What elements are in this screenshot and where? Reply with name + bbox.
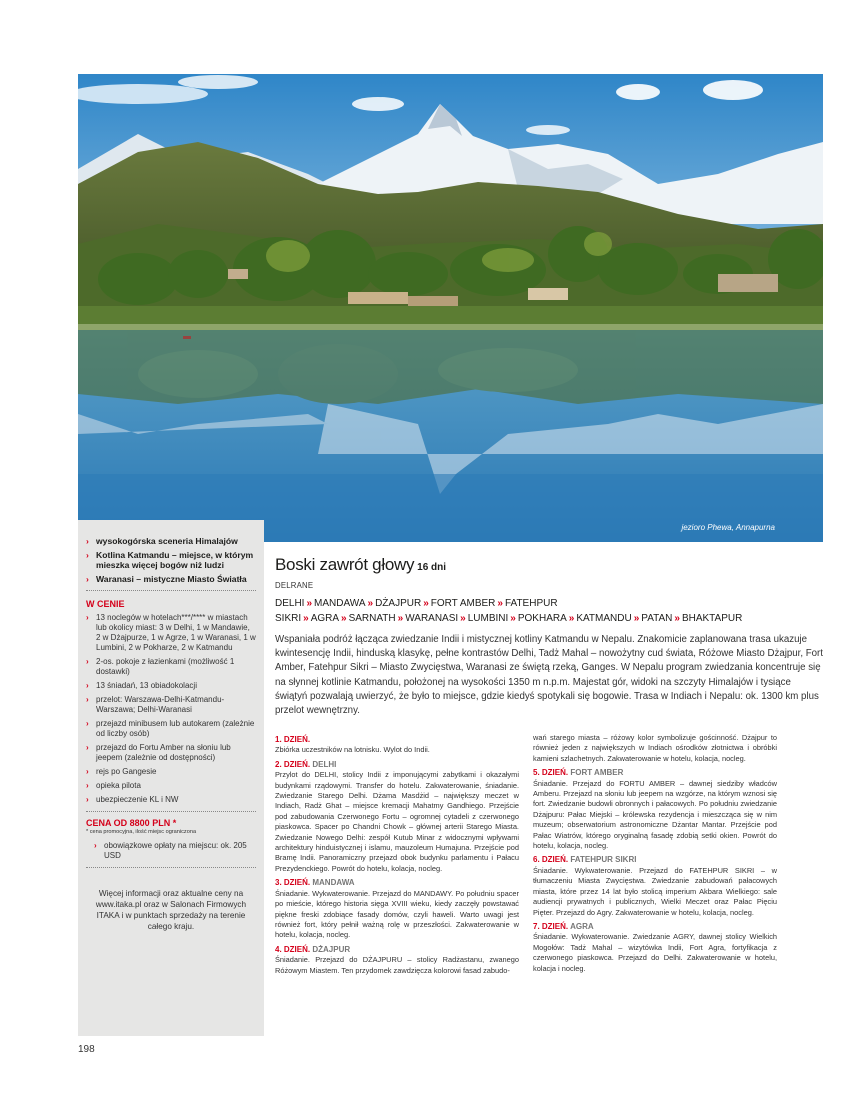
route-separator-icon: » xyxy=(367,598,374,609)
divider xyxy=(86,811,256,812)
included-item: › opieka pilota xyxy=(86,781,141,790)
route-stop: PATAN xyxy=(641,613,673,624)
itinerary-day: 6. DZIEŃ. FATEHPUR SIKRI Śniadanie. Wykwaterowanie. Przejazd do FATEHPUR SIKRI – w tłumaczeniu Miasta Zwycięstwa. Zwiedzanie zabudowań pałacowych miasta, które przez 14 lat było stolicą imperium Akbara Wielkiego: sale audiencji prywatnych i publicznych, Wielki Meczet oraz Pałac Pięciu Pięter. Przejazd do Agry. Zakwaterowanie w hotelu, kolacja, nocleg. xyxy=(533,855,777,917)
route-separator-icon: » xyxy=(397,613,404,624)
highlights-list xyxy=(78,520,264,584)
route-separator-icon: » xyxy=(633,613,640,624)
tour-title: Boski zawrót głowy 16 dni xyxy=(275,555,447,574)
route-separator-icon: » xyxy=(674,613,680,624)
route-separator-icon: » xyxy=(306,598,313,609)
route-separator-icon: » xyxy=(460,613,466,624)
in-price-heading: W CENIE xyxy=(86,599,125,609)
itinerary-day: 5. DZIEŃ. FORT AMBER Śniadanie. Przejazd do FORTU AMBER – dawnej siedziby władców Amberu. Przejazd na słoniu lub jeepem na wzgórze, na którym wznosi się fort. Zwiedzanie budowli obronnych i pałacowych. Po południu zwiedzanie Dżajpuru: Pałac Miejski – królewska rezydencja i mieszcząca się w nim muzeum; obserwatorium astronomiczne Dżantar Mantar. Przejście pod Pałac Wiatrów, którego oryginalną fasadę zdobią setki okien. Powrót do hotelu, kolacja, nocleg. xyxy=(533,768,777,851)
route-stop: MANDAWA xyxy=(314,598,366,609)
more-info-text: Więcej informacji oraz aktualne ceny na www.itaka.pl oraz w Salonach Firmowych ITAKA i w punktach sprzedaży na terenie całego kraju. xyxy=(95,889,247,931)
chevron-right-icon: › xyxy=(86,681,89,690)
included-item: › 13 śniadań, 13 obiadokolacji xyxy=(86,681,197,690)
route-separator-icon: » xyxy=(423,598,429,609)
chevron-right-icon: › xyxy=(86,695,89,704)
chevron-right-icon: › xyxy=(86,573,89,584)
page-number: 198 xyxy=(78,1044,95,1055)
itinerary-day: 2. DZIEŃ. DELHI Przylot do DELHI, stolicy Indii z imponującymi zabytkami i okazałymi budynkami rządowymi. Transfer do hotelu. Zakwaterowanie, śniadanie. Zwiedzanie Starego Delhi. Dżama Masdżid – największy meczet w Indiach, Radż Ghat – miejsce kremacji Mahatmy Gandhiego. Przejście pod zabudowania Czerwonego Fortu – ogromnej cytadeli z czerwonego piaskowca. Spacer po Chandni Chowk – głównej arterii Starego Miasta. Zwiedzanie Nowego Delhi: zespół Kutub Minar z widocznymi wpływami architektury hinduistycznej i islamu, mauzoleum Humajuna. Przejście pod Bramę Indii. Panoramiczny przejazd obok budynku parlamentu i Pałacu Prezydenckiego. Powrót do hotelu, kolacja, nocleg. xyxy=(275,759,519,873)
included-list xyxy=(78,613,264,805)
route-separator-icon: » xyxy=(303,613,309,624)
route-separator-icon: » xyxy=(568,613,575,624)
route-stop: AGRA xyxy=(310,613,340,624)
chevron-right-icon: › xyxy=(86,536,89,546)
included-item: › rejs po Gangesie xyxy=(86,767,157,776)
included-item: › przejazd do Fortu Amber na słoniu lub jeepem (zależnie od dostępności) xyxy=(86,743,231,762)
price-label: CENA OD 8800 PLN * xyxy=(86,818,177,828)
chevron-right-icon: › xyxy=(86,743,89,752)
route-separator-icon: » xyxy=(510,613,516,624)
itinerary-day: 3. DZIEŃ. MANDAWA Śniadanie. Wykwaterowanie. Przejazd do MANDAWY. Po południu spacer po mieście, którego historia sięga XVIII wieku, kiedy zaczęły powstawać piękne freski zdobiące fasady domów, czyli haweli. Warto uwagi jest również fort, który pełnił ważną rolę w przeszłości. Zakwaterowanie w hotelu, kolacja, nocleg. xyxy=(275,878,519,940)
itinerary-day: 1. DZIEŃ. Zbiórka uczestników na lotnisku. Wylot do Indii. xyxy=(275,735,430,755)
itinerary-day: wań starego miasta – różowy kolor symbolizuje gościnność. Dżajpur to również jeden z największych w Indiach ośrodków złotnictwa i obróbki kamieni szlachetnych. Zakwaterowanie w hotelu, kolacja, nocleg. xyxy=(533,733,777,763)
itinerary-day: 4. DZIEŃ. DŻAJPUR Śniadanie. Przejazd do DŻAJPURU – stolicy Radżastanu, zwanego Różowym Miastem. Ten przydomek zawdzięcza kolorowi fasad zabudo- xyxy=(275,944,519,975)
route-stop: WARANASI xyxy=(405,613,459,624)
chevron-right-icon: › xyxy=(86,767,89,776)
route-stop: KATMANDU xyxy=(576,613,632,624)
lake-mountain-image xyxy=(78,74,823,542)
included-item: › ubezpieczenie KL i NW xyxy=(86,795,179,804)
tour-sidebar xyxy=(78,520,264,1036)
itinerary-day: 7. DZIEŃ. AGRA Śniadanie. Wykwaterowanie. Zwiedzanie AGRY, dawnej stolicy Wielkich Mogołów: Tadż Mahal – wizytówka Indii, Fort Agra, fortyfikacja z czerwonego piaskowca. Przejazd do Delhi. Zakwaterowanie w hotelu, kolacja i nocleg. xyxy=(533,921,777,973)
chevron-right-icon: › xyxy=(86,657,89,666)
included-item: › przejazd minibusem lub autokarem (zależnie od liczby osób) xyxy=(86,719,255,738)
tour-intro: Wspaniała podróż łącząca zwiedzanie Indii i mistycznej kotliny Katmandu w Nepalu. Znakomicie zaplanowana trasa ukazuje kwintesencję Indii, hinduską klasykę, pełne kontrastów Delhi, Tadż Mahal – nowożytny cud świata, Różowe Miasto Dżajpur, Fort Amber, Fatehpur Sikri – Miasto Zwycięstwa, Waranasi ze świętą rzeką, Ganges. W Nepalu program zwiedzania koncentruje się na słynnej kotlinie Katmandu, położonej na wysokości 1350 m n.p.m. Majestat gór, widoki na szczyty Himalajów i tysiące świątyń pozwalają uwierzyć, że było to miejsce, gdzie kiedyś spotykali się bogowie. Trasa w Indiach i Nepalu: ok. 1300 km plus przelot wewnętrzny. xyxy=(275,634,823,717)
tour-duration: 16 dni xyxy=(417,562,447,573)
chevron-right-icon: › xyxy=(94,841,97,850)
chevron-right-icon: › xyxy=(86,719,89,728)
departure-label: DELRANE xyxy=(275,581,314,590)
chevron-right-icon: › xyxy=(86,795,89,804)
chevron-right-icon: › xyxy=(86,613,89,622)
divider xyxy=(86,590,256,591)
route-stop: SARNATH xyxy=(348,613,396,624)
highlight-item: › Waranasi – mistyczne Miasto Światła xyxy=(86,573,247,584)
route-stop: DELHI xyxy=(275,598,305,609)
price-note: * cena promocyjna, ilość miejsc ograniczona xyxy=(86,829,197,835)
route-list xyxy=(275,596,823,626)
route-separator-icon: » xyxy=(341,613,347,624)
route-stop: LUMBINI xyxy=(467,613,509,624)
chevron-right-icon: › xyxy=(86,781,89,790)
route-stop: FORT AMBER xyxy=(430,598,496,609)
chevron-right-icon: › xyxy=(86,549,89,560)
included-item: › 13 noclegów w hotelach***/**** w miastach lub okolicy miast: 3 w Delhi, 1 w Mandawie, 2 w Dżajpurze, 1 w Agrze, 1 w Waranasi, 1 w Lumbini, 2 w Pokharze, 2 w Katmandu xyxy=(86,613,256,652)
itinerary-column-2 xyxy=(533,733,777,978)
highlight-item: › Kotlina Katmandu – miejsce, w którym mieszka więcej bogów niż ludzi xyxy=(86,549,254,570)
route-separator-icon: » xyxy=(497,598,503,609)
divider xyxy=(86,867,256,868)
route-stop: BHAKTAPUR xyxy=(681,613,743,624)
itinerary-column-1 xyxy=(275,733,519,980)
hero-photo xyxy=(78,74,823,542)
extra-fees: › obowiązkowe opłaty na miejscu: ok. 205 USD xyxy=(94,841,247,860)
included-item: › 2-os. pokoje z łazienkami (możliwość 1 dostawki) xyxy=(86,657,235,676)
photo-caption: jezioro Phewa, Annapurna xyxy=(681,523,775,532)
highlight-item: › wysokogórska sceneria Himalajów xyxy=(86,536,238,546)
route-stop: POKHARA xyxy=(517,613,567,624)
included-item: › przelot: Warszawa-Delhi-Katmandu-Warszawa; Delhi-Waranasi xyxy=(86,695,225,714)
route-stop: FATEHPUR SIKRI xyxy=(275,598,558,624)
route-stop: DŻAJPUR xyxy=(375,598,422,609)
